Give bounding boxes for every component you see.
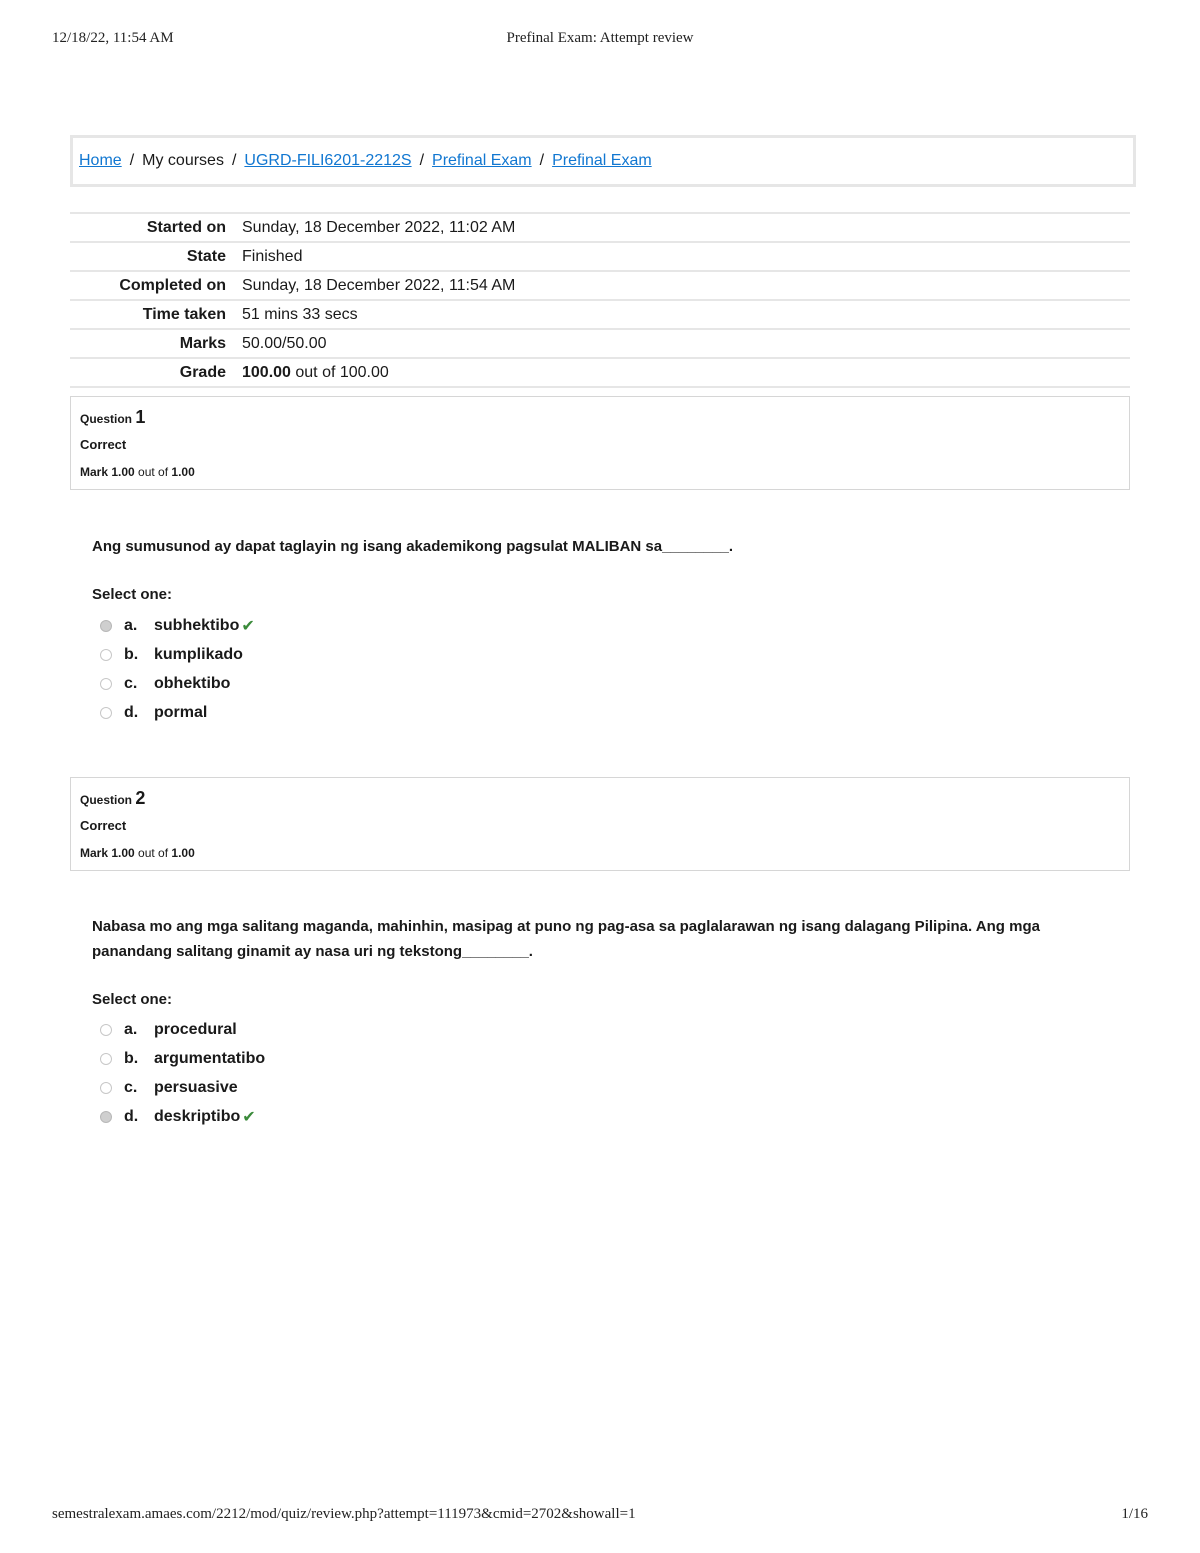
- answer-text: deskriptibo: [154, 1107, 241, 1125]
- answer-letter: a.: [124, 1020, 138, 1038]
- answer-option[interactable]: [100, 1073, 265, 1102]
- print-datetime: 12/18/22, 11:54 AM: [52, 30, 174, 46]
- mark-max: 1.00: [171, 465, 195, 479]
- summary-row: [70, 242, 1130, 271]
- select-one-prompt: Select one:: [92, 586, 173, 603]
- question-text: Nabasa mo ang mga salitang maganda, mahinhin, masipag at puno ng pag-asa sa paglalarawan ng isang dalagang Pilipina. Ang mga panandang salitang ginamit ay nasa uri ng tekstong________.: [92, 918, 1040, 960]
- radio-button-selected[interactable]: [100, 620, 112, 632]
- print-url: semestralexam.amaes.com/2212/mod/quiz/review.php?attempt=111973&cmid=2702&showall=1: [52, 1506, 636, 1522]
- print-page-number: 1/16: [1121, 1506, 1148, 1522]
- breadcrumb: [70, 135, 1136, 187]
- breadcrumb-separator: /: [539, 152, 545, 169]
- summary-value: 50.00/50.00: [242, 334, 327, 352]
- checkmark-icon: ✔: [242, 1108, 256, 1126]
- answer-option[interactable]: [100, 611, 255, 640]
- question-state: Correct: [80, 437, 127, 452]
- answer-letter: a.: [124, 616, 138, 634]
- question-state: Correct: [80, 818, 127, 833]
- select-one-prompt: Select one:: [92, 991, 173, 1008]
- question-number-value: 1: [135, 407, 146, 427]
- answer-letter: b.: [124, 645, 139, 663]
- summary-row: [70, 329, 1130, 358]
- breadcrumb-separator: /: [419, 152, 425, 169]
- summary-value: Sunday, 18 December 2022, 11:54 AM: [242, 276, 516, 294]
- summary-value: Sunday, 18 December 2022, 11:02 AM: [242, 218, 516, 236]
- attempt-summary-table: [70, 212, 1130, 388]
- question-number: [80, 407, 145, 428]
- radio-button[interactable]: [100, 707, 112, 719]
- answer-text: argumentatibo: [154, 1049, 266, 1067]
- question-info-box: [70, 396, 1130, 490]
- breadcrumb-separator: /: [231, 152, 237, 169]
- question-info-box: [70, 777, 1130, 871]
- summary-label: Marks: [179, 334, 226, 352]
- grade-score: 100.00: [242, 363, 291, 381]
- mark-out-of: out of: [134, 465, 172, 479]
- grade-out-of: out of 100.00: [290, 363, 389, 381]
- breadcrumb-home-link[interactable]: Home: [79, 152, 122, 169]
- answer-option[interactable]: [100, 640, 255, 669]
- radio-button[interactable]: [100, 1053, 112, 1065]
- summary-value: Finished: [242, 247, 303, 265]
- summary-label: Completed on: [119, 276, 226, 294]
- answer-list: [100, 1015, 265, 1131]
- summary-label: Started on: [146, 218, 226, 236]
- question-text: Ang sumusunod ay dapat taglayin ng isang akademikong pagsulat MALIBAN sa________.: [92, 538, 733, 555]
- grade-label: Grade: [179, 363, 226, 381]
- answer-option[interactable]: [100, 1102, 265, 1131]
- question-grade: [80, 846, 195, 860]
- breadcrumb-section-link[interactable]: Prefinal Exam: [432, 152, 532, 169]
- mark-max: 1.00: [171, 846, 195, 860]
- print-title: Prefinal Exam: Attempt review: [506, 30, 694, 46]
- answer-letter: d.: [124, 703, 139, 721]
- answer-text: kumplikado: [154, 645, 243, 663]
- answer-text: procedural: [154, 1020, 237, 1038]
- radio-button[interactable]: [100, 649, 112, 661]
- answer-list: [100, 611, 255, 727]
- summary-row: [70, 271, 1130, 300]
- answer-option[interactable]: [100, 1044, 265, 1073]
- answer-letter: d.: [124, 1107, 139, 1125]
- summary-row: [70, 213, 1130, 242]
- radio-button[interactable]: [100, 1082, 112, 1094]
- breadcrumb-quiz-link[interactable]: Prefinal Exam: [552, 152, 652, 169]
- summary-value: 51 mins 33 secs: [242, 305, 358, 323]
- answer-letter: c.: [124, 674, 138, 692]
- answer-text: persuasive: [154, 1078, 238, 1096]
- breadcrumb-my-courses: My courses: [142, 152, 224, 169]
- answer-option[interactable]: [100, 669, 255, 698]
- mark-label: Mark 1.00: [80, 465, 135, 479]
- checkmark-icon: ✔: [241, 617, 255, 635]
- answer-option[interactable]: [100, 1015, 265, 1044]
- answer-text: pormal: [154, 703, 208, 721]
- summary-label: State: [186, 247, 226, 265]
- summary-label: Time taken: [142, 305, 226, 323]
- breadcrumb-course-link[interactable]: UGRD-FILI6201-2212S: [244, 152, 412, 169]
- summary-row-grade: [70, 358, 1130, 387]
- answer-text: subhektibo: [154, 616, 240, 634]
- answer-text: obhektibo: [154, 674, 231, 692]
- summary-row: [70, 300, 1130, 329]
- answer-option[interactable]: [100, 698, 255, 727]
- mark-out-of: out of: [134, 846, 172, 860]
- radio-button[interactable]: [100, 678, 112, 690]
- radio-button-selected[interactable]: [100, 1111, 112, 1123]
- question-label: Question: [80, 793, 133, 807]
- breadcrumb-separator: /: [129, 152, 135, 169]
- answer-letter: c.: [124, 1078, 138, 1096]
- question-number-value: 2: [135, 788, 146, 808]
- grade-value: [242, 358, 1130, 387]
- question-grade: [80, 465, 195, 479]
- radio-button[interactable]: [100, 1024, 112, 1036]
- question-number: [80, 788, 145, 809]
- answer-letter: b.: [124, 1049, 139, 1067]
- mark-label: Mark 1.00: [80, 846, 135, 860]
- question-label: Question: [80, 412, 133, 426]
